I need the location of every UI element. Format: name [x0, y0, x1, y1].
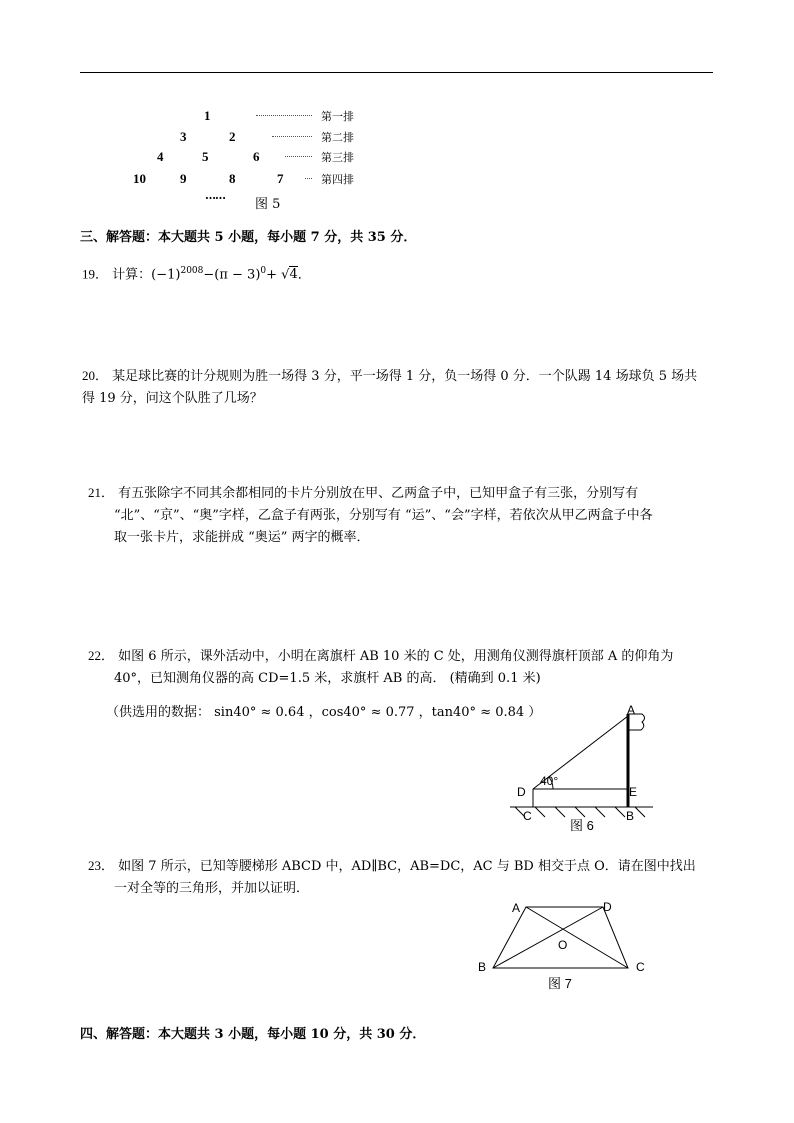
- question-22: [88, 645, 718, 690]
- q19-end: ．: [297, 267, 311, 283]
- q21-line-2: “北”、“京”、“奥”字样，乙盒子有两张，分别写有 “运”、“会”字样，若依次从甲乙两盒子中各: [114, 508, 653, 523]
- fig5-leader-4: [305, 178, 312, 179]
- fig6-label-c: C: [523, 809, 532, 823]
- fig5-row-label-4: 第四排: [321, 173, 354, 186]
- fig5-row4-n1: 10: [133, 171, 146, 186]
- fig7-label-c: C: [636, 960, 645, 974]
- fig6-label-d: D: [517, 785, 526, 799]
- q19-radical: √: [281, 267, 290, 283]
- fig7-caption: 图 7: [548, 976, 572, 991]
- q19-exponent: 2008: [180, 266, 204, 276]
- q20-number: 20．: [82, 368, 109, 383]
- q21-number: 21．: [88, 485, 115, 500]
- fig6-label-b: B: [626, 809, 635, 823]
- q23-number: 23．: [88, 858, 115, 873]
- header-rule: [80, 72, 713, 73]
- q23-line-1: 如图 7 所示，已知等腰梯形 ABCD 中，AD∥BC，AB=DC，AC 与 BD 相交于点 O．请在图中找出: [118, 859, 696, 874]
- q19-expr-c: +: [266, 267, 282, 283]
- fig5-row-label-3: 第三排: [321, 151, 354, 164]
- q19-expr-b: −(π − 3): [203, 267, 261, 283]
- fig5-leader-1: [256, 115, 312, 116]
- question-23: [88, 855, 718, 900]
- fig5-row3-n3: 6: [253, 149, 260, 164]
- fig7-label-o: O: [558, 938, 568, 952]
- question-20: [82, 365, 722, 410]
- fig5-row1-n1: 1: [204, 108, 211, 123]
- q19-expr-a: (−1): [151, 267, 181, 283]
- fig5-row4-n4: 7: [277, 171, 284, 186]
- q19-label: 计算：: [112, 267, 152, 283]
- q19-exponent-0: 0: [260, 266, 267, 276]
- figure-7: [470, 895, 660, 995]
- fig7-label-b: B: [478, 960, 487, 974]
- figure-6: [505, 700, 665, 838]
- fig5-row-label-1: 第一排: [321, 110, 354, 123]
- q22-data-line: （供选用的数据： sin40° ≈ 0.64 ，cos40° ≈ 0.77 ，tan40° ≈ 0.84 ）: [106, 705, 542, 720]
- fig7-diagonal-ac: [526, 907, 628, 968]
- question-19: [82, 260, 311, 286]
- q20-line-1: 某足球比赛的计分规则为胜一场得 3 分，平一场得 1 分，负一场得 0 分．一个队踢 14 场球负 5 场共: [112, 369, 698, 384]
- question-21: [88, 482, 718, 549]
- fig5-row4-n2: 9: [180, 171, 187, 186]
- fig5-row2-n1: 3: [180, 129, 187, 144]
- q22-line-2: 40°，已知测角仪器的高 CD=1.5 米，求旗杆 AB 的高． (精确到 0.1 米): [114, 671, 541, 686]
- q21-line-1: 有五张除字不同其余都相同的卡片分别放在甲、乙两盒子中，已知甲盒子有三张，分别写有: [118, 486, 639, 501]
- fig6-caption: 图 6: [570, 818, 594, 833]
- fig6-angle-label: 40°: [540, 774, 559, 788]
- section4-title: 四、解答题：本大题共 3 小题，每小题 10 分，共 30 分．: [80, 1027, 426, 1042]
- q20-line-2: 得 19 分，问这个队胜了几场？: [82, 391, 263, 406]
- fig6-label-a: A: [627, 703, 636, 717]
- section3-title: 三、解答题：本大题共 5 小题，每小题 7 分，共 35 分．: [80, 230, 417, 245]
- q19-number: 19．: [82, 266, 109, 282]
- fig5-caption: 图 5: [255, 197, 281, 212]
- fig5-row2-n2: 2: [229, 129, 236, 144]
- fig5-ellipsis: ……: [205, 189, 225, 202]
- fig5-leader-2: [272, 136, 312, 137]
- fig5-row4-n3: 8: [229, 171, 236, 186]
- fig5-leader-3: [285, 156, 312, 157]
- q22-line-1: 如图 6 所示，课外活动中，小明在离旗杆 AB 10 米的 C 处，用测角仪测得旗杆顶部 A 的仰角为: [118, 649, 674, 664]
- fig5-row3-n2: 5: [202, 149, 209, 164]
- q22-number: 22．: [88, 648, 115, 663]
- fig5-row3-n1: 4: [157, 149, 164, 164]
- fig7-label-d: D: [603, 900, 612, 914]
- q21-line-3: 取一张卡片，求能拼成 “奥运” 两字的概率．: [114, 530, 370, 545]
- fig5-row-label-2: 第二排: [321, 131, 354, 144]
- fig6-label-e: E: [629, 785, 638, 799]
- fig7-label-a: A: [512, 901, 521, 915]
- q19-radicand: 4: [289, 267, 298, 283]
- q23-line-2: 一对全等的三角形，并加以证明．: [114, 881, 310, 896]
